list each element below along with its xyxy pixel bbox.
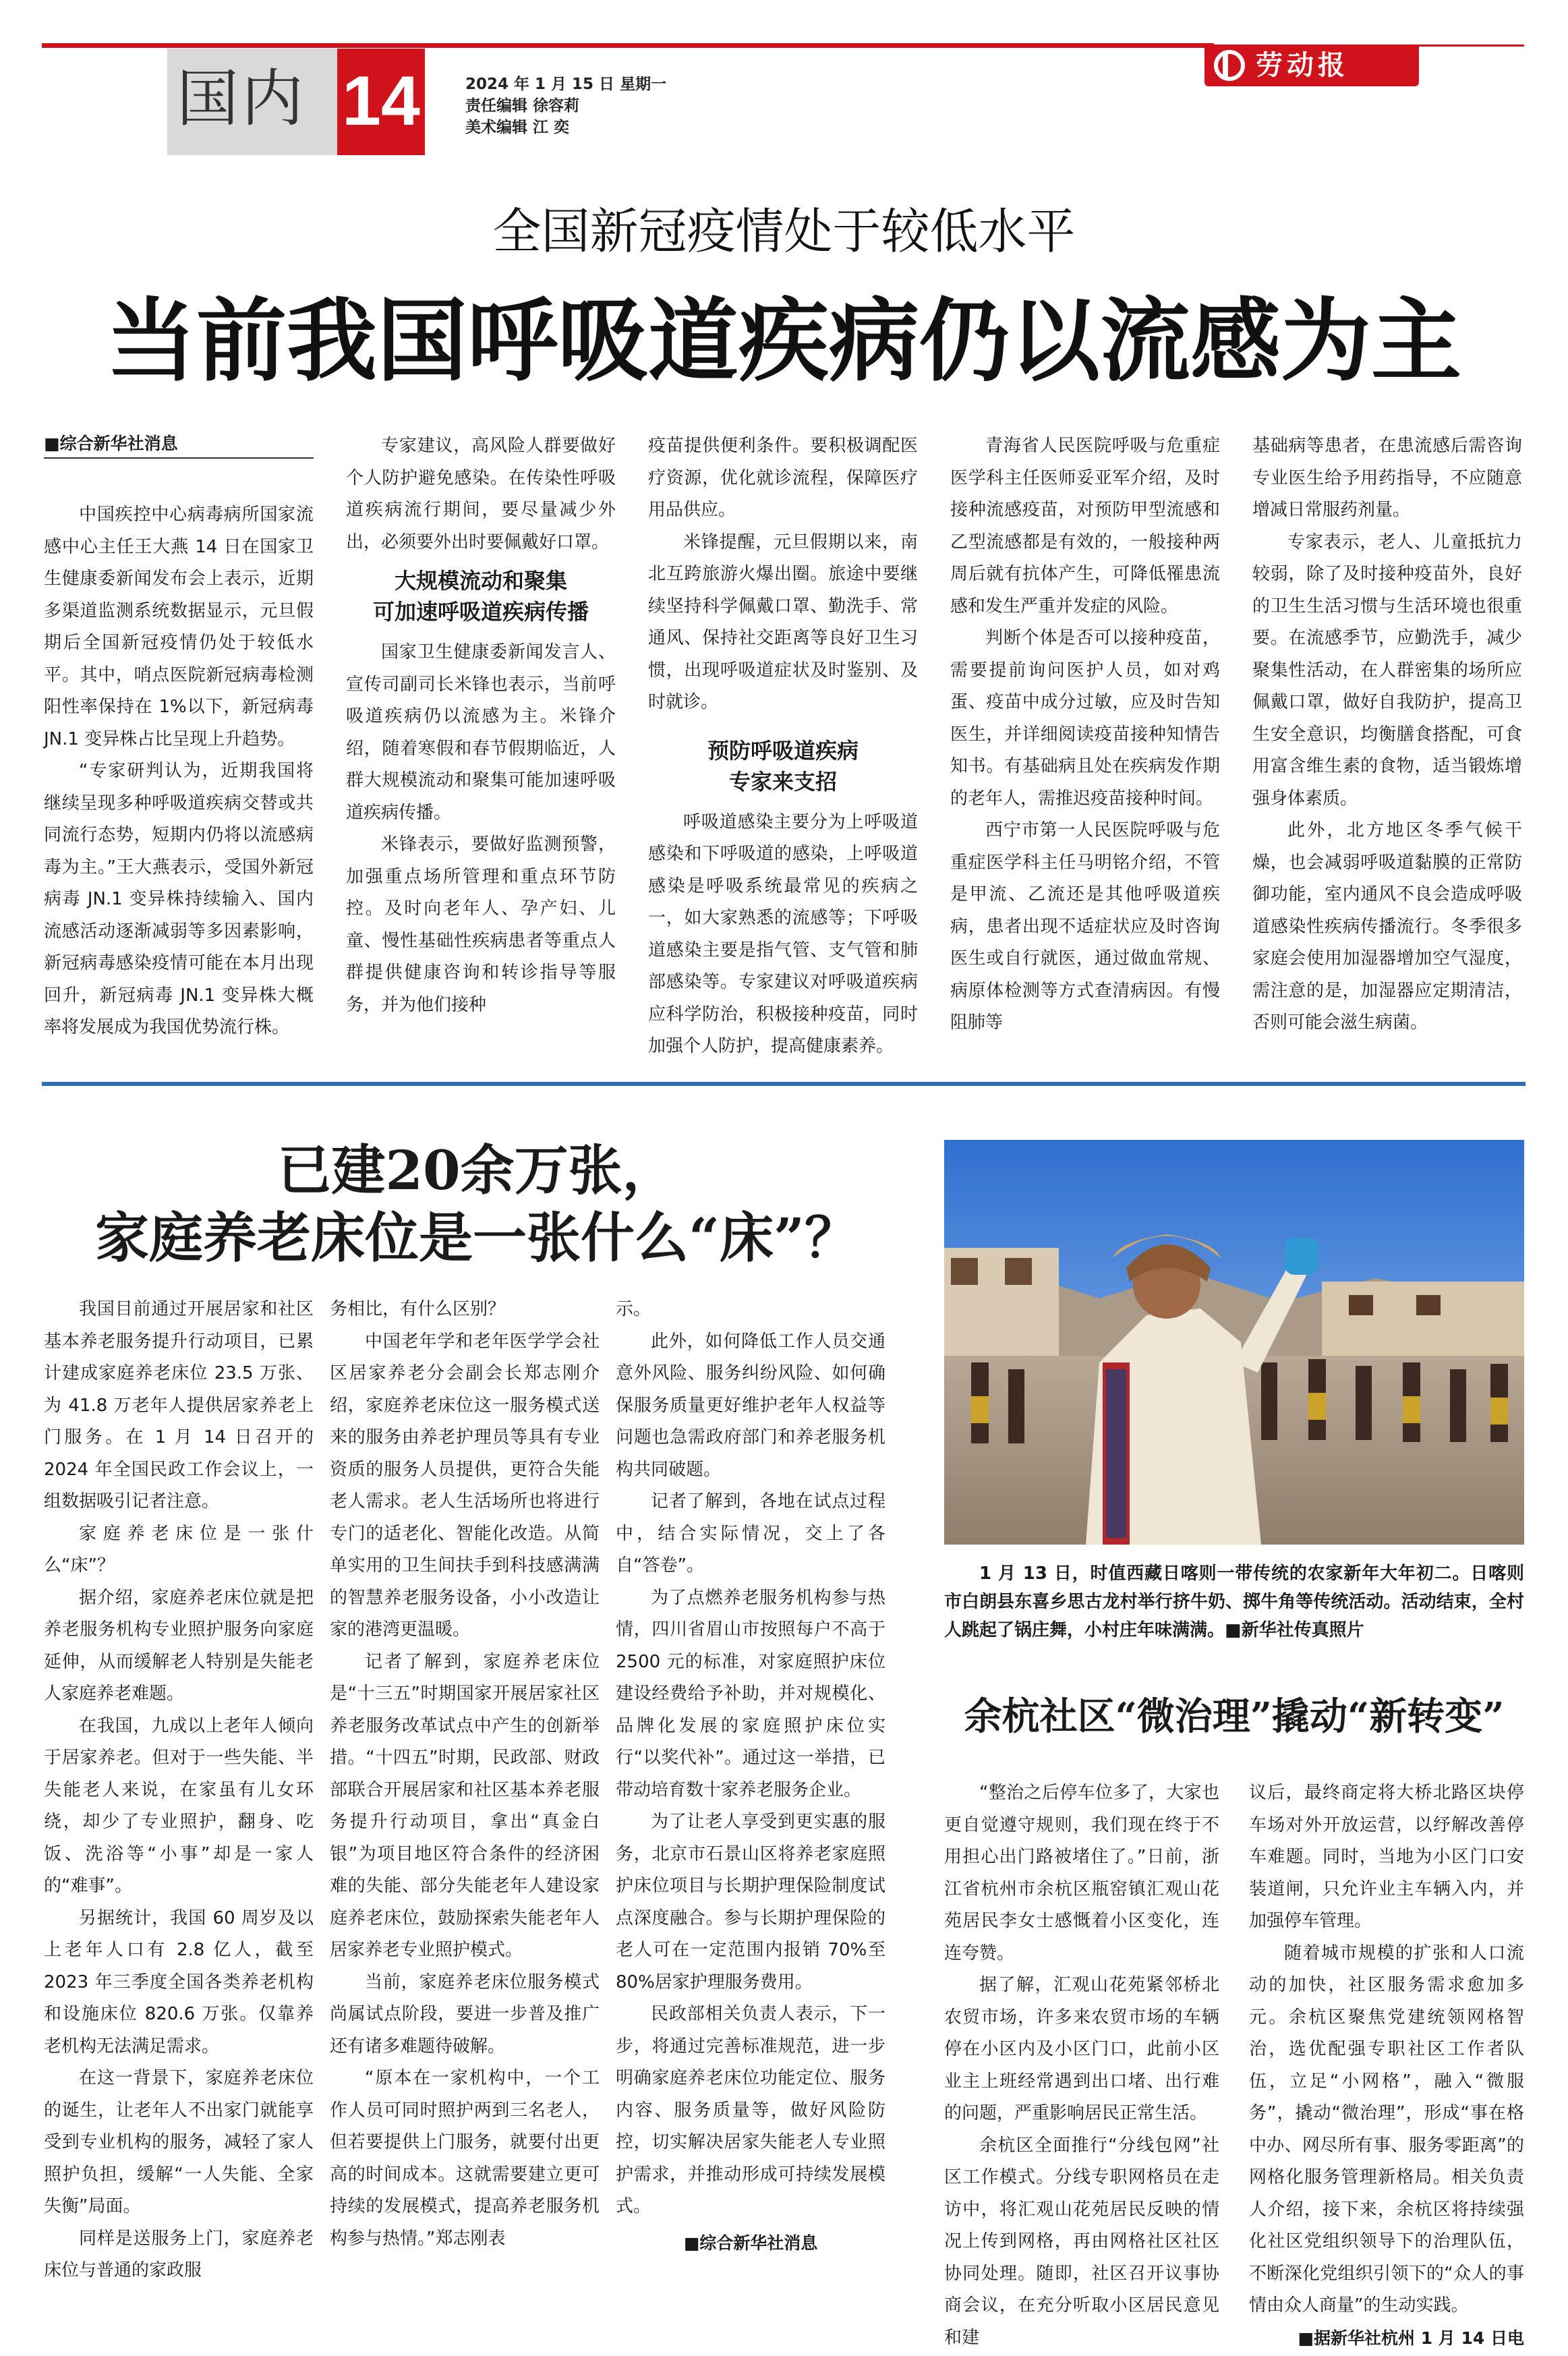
- paragraph: 余杭区全面推行“分线包网”社区工作模式。分线专职网格员在走访中，将汇观山花苑居民反映的情况上传到网格，再由网格社区社区协同处理。随即，社区召开议事协商会议，在充分听取小区居民意见和建: [944, 2135, 1219, 2348]
- article2-source: ■综合新华社消息: [683, 2233, 818, 2253]
- article1-kicker: 全国新冠疫情处于较低水平: [492, 203, 1076, 260]
- paragraph: 在这一背景下，家庭养老床位的诞生，让老年人不出家门就能享受到专业机构的服务，减轻了家人照护负担，缓解“一人失能、全家失衡”局面。: [44, 2068, 314, 2216]
- paragraph: 专家表示，老人、儿童抵抗力较弱，除了及时接种疫苗外，良好的卫生生活习惯与生活环境也很重要。在流感季节，应勤洗手，减少聚集性活动，在人群密集的场所应佩戴口罩，做好自我防护，提高卫生安全意识，均衡膳食搭配，可食用富含维生素的食物，适当锻炼增强身体素质。: [1252, 531, 1522, 809]
- responsible-editor: 责任编辑 徐容莉: [465, 97, 580, 115]
- article3-col2: [1249, 1777, 1524, 2354]
- paragraph: 示。: [616, 1299, 651, 1319]
- paragraph: 米锋表示，要做好监测预警，加强重点场所管理和重点环节防控。及时向老年人、孕产妇、儿童、慢性基础性疾病患者等重点人群提供健康咨询和转诊指导等服务，并为他们接种: [346, 834, 616, 1015]
- photo-credit: ■新华社传真照片: [1225, 1620, 1364, 1640]
- article1-col5: [1252, 430, 1522, 1039]
- brand-name: 劳动报: [1256, 49, 1349, 81]
- paragraph: 米锋提醒，元旦假期以来，南北互跨旅游火爆出圈。旅途中要继续坚持科学佩戴口罩、勤洗手、常通风、保持社交距离等良好卫生习惯，出现呼吸道症状及时鉴别、及时就诊。: [648, 531, 918, 712]
- article1-col4: [950, 430, 1220, 1039]
- header-rule: [42, 43, 1214, 48]
- paragraph: 家庭养老床位是一张什么“床”？: [44, 1523, 314, 1576]
- paragraph: 基础病等患者，在患流感后需咨询专业医生给予用药指导，不应随意增减日常服药剂量。: [1252, 436, 1522, 520]
- article1-col2: [346, 430, 616, 1021]
- paragraph: 青海省人民医院呼吸与危重症医学科主任医师妥亚军介绍，及时接种流感疫苗，对预防甲型流感和乙型流感都是有效的，一般接种两周后就有抗体产生，可降低罹患流感和发生严重并发症的风险。: [950, 436, 1220, 616]
- article2-col1: [44, 1294, 314, 2287]
- paragraph: “专家研判认为，近期我国将继续呈现多种呼吸道疾病交替或共同流行态势，短期内仍将以流感病毒为主。”王大燕表示，受国外新冠病毒 JN.1 变异株持续输入、国内流感活动逐渐减弱等多因素影响，新冠病毒感染疫情可能在本月出现回升，新冠病毒 JN.1 变异株大概率将发展成为我国优势流行株。: [44, 761, 314, 1037]
- paragraph: 同样是送服务上门，家庭养老床位与普通的家政服: [44, 2228, 314, 2280]
- paragraph: 另据统计，我国 60 周岁及以上老年人口有 2.8 亿人，截至 2023 年三季度全国各类养老机构和设施床位 820.6 万张。仅靠养老机构无法满足需求。: [44, 1907, 314, 2057]
- paragraph: “原本在一家机构中，一个工作人员可同时照护两到三名老人，但若要提供上门服务，就要付出更高的时间成本。这就需要建立更可持续的发展模式，提高养老服务机构参与热情。”郑志刚表: [330, 2068, 600, 2249]
- paragraph: 记者了解到，家庭养老床位是“十三五”时期国家开展居家社区养老服务改革试点中产生的创新举措。“十四五”时期，民政部、财政部联合开展居家和社区基本养老服务提升行动项目，拿出“真金白银”为项目地区符合条件的经济困难的失能、部分失能老年人建设家庭养老床位，鼓励探索失能老年人居家养老专业照护模式。: [330, 1651, 600, 1960]
- paragraph: 议后，最终商定将大桥北路区块停车场对外开放运营，以纾解改善停车难题。同时，当地为小区门口安装道闸，只允许业主车辆入内，并加强停车管理。: [1249, 1783, 1524, 1931]
- article1-col1: [44, 432, 314, 1044]
- page-number: 14: [342, 62, 420, 140]
- paragraph: 专家建议，高风险人群要做好个人防护避免感染。在传染性呼吸道疾病流行期间，要尽量减少外出，必须要外出时要佩戴好口罩。: [346, 436, 616, 552]
- article3-source: ■据新华社杭州 1 月 14 日电: [1298, 2328, 1524, 2348]
- paragraph: 我国目前通过开展居家和社区基本养老服务提升行动项目，已累计建成家庭养老床位 23.5 万张、为 41.8 万老年人提供居家养老上门服务。在 1 月 14 日召开的 2024 年全国民政工作会议上，一组数据吸引记者注意。: [44, 1299, 314, 1512]
- paragraph: 中国老年学和老年医学学会社区居家养老分会副会长郑志刚介绍，家庭养老床位这一服务模式送来的服务由养老护理员等具有专业资质的服务人员提供，更符合失能老人需求。老人生活场所也将进行专门的适老化、智能化改造。从简单实用的卫生间扶手到科技感满满的智慧养老服务设备，小小改造让家的港湾更温暖。: [330, 1331, 600, 1640]
- photo-caption-block: [944, 1559, 1524, 1644]
- paragraph: “整治之后停车位多了，大家也更自觉遵守规则，我们现在终于不用担心出门路被堵住了。”日前，浙江省杭州市余杭区瓶窑镇汇观山花苑居民李女士感慨着小区变化，连连夸赞。: [944, 1783, 1219, 1963]
- article1-headline: 当前我国呼吸道疾病仍以流感为主: [105, 287, 1461, 394]
- paragraph: 此外，如何降低工作人员交通意外风险、服务纠纷风险、如何确保服务质量更好维护老年人权益等问题也急需政府部门和养老服务机构共同破题。: [616, 1331, 885, 1480]
- section-divider: [42, 1082, 1526, 1086]
- art-editor: 美术编辑 江 奕: [465, 119, 570, 136]
- paragraph: 记者了解到，各地在试点过程中，结合实际情况，交上了各自“答卷”。: [616, 1491, 885, 1576]
- subheading-mobility: 大规模流动和聚集 可加速呼吸道疾病传播: [372, 568, 589, 625]
- paragraph: 当前，家庭养老床位服务模式尚属试点阶段，要进一步普及推广还有诸多难题待破解。: [330, 1972, 600, 2057]
- paragraph: 中国疾控中心病毒病所国家流感中心主任王大燕 14 日在国家卫生健康委新闻发布会上表示，近期多渠道监测系统数据显示，元旦假期后全国新冠疫情仍处于较低水平。其中，哨点医院新冠病毒检测阳性率保持在 1%以下，新冠病毒 JN.1 变异株占比呈现上升趋势。: [44, 505, 314, 749]
- paragraph: 西宁市第一人民医院呼吸与危重症医学科主任马明铭介绍，不管是甲流、乙流还是其他呼吸道疾病，患者出现不适症状应及时咨询医生或自行就医，通过做血常规、病原体检测等方式查清病因。有慢阻肺等: [950, 820, 1220, 1033]
- article1-col3: [648, 430, 918, 1063]
- photo-caption: 1 月 13 日，时值西藏日喀则一带传统的农家新年大年初二。日喀则市白朗县东喜乡思古龙村举行挤牛奶、掷牛角等传统活动。活动结束，全村人跳起了锅庄舞，小村庄年味满满。: [944, 1563, 1524, 1640]
- paragraph: 据介绍，家庭养老床位就是把养老服务机构专业照护服务向家庭延伸，从而缓解老人特别是失能老人家庭养老难题。: [44, 1587, 314, 1704]
- paragraph: 在我国，九成以上老年人倾向于居家养老。但对于一些失能、半失能老人来说，在家虽有儿女环绕，却少了专业照护，翻身、吃饭、洗浴等“小事”却是一家人的“难事”。: [44, 1715, 314, 1896]
- paragraph: 国家卫生健康委新闻发言人、宣传司副司长米锋也表示，当前呼吸道疾病仍以流感为主。米锋介绍，随着寒假和春节假期临近，人群大规模流动和聚集可能加速呼吸道疾病传播。: [346, 642, 616, 823]
- paragraph: 随着城市规模的扩张和人口流动的加快，社区服务需求愈加多元。余杭区聚焦党建统领网格智治，选优配强专职社区工作者队伍，立足“小网格”，融入“微服务”，撬动“微治理”，形成“事在格中办、网尽所有事、服务零距离”的网格化服务管理新格局。相关负责人介绍，接下来，余杭区将持续强化社区党组织领导下的治理队伍，不断深化党组织引领下的“众人的事情由众人商量”的生动实践。: [1249, 1943, 1524, 2316]
- issue-date: 2024 年 1 月 15 日 星期一: [465, 76, 667, 93]
- subheading-prevention: 预防呼吸道疾病 专家来支招: [707, 737, 859, 795]
- paragraph: 务相比，有什么区别？: [330, 1299, 506, 1319]
- news-photo: [944, 1140, 1524, 1545]
- brand-mark-icon: [1211, 47, 1248, 84]
- article1-source: ■综合新华社消息: [44, 432, 314, 459]
- paragraph: 据了解，汇观山花苑紧邻桥北农贸市场，许多来农贸市场的车辆停在小区内及小区门口，此前小区业主上班经常遇到出口堵、出行难的问题，严重影响居民正常生活。: [944, 1975, 1219, 2123]
- article2-col2: [330, 1294, 600, 2255]
- article2-headline-line2: 家庭养老床位是一张什么“床”？: [94, 1206, 859, 1269]
- paragraph: 为了点燃养老服务机构参与热情，四川省眉山市按照每户不高于 2500 元的标准，对家庭照护床位建设经费给予补助，并对规模化、品牌化发展的家庭照护床位实行“以奖代补”。通过这一举措，已带动培育数十家养老服务企业。: [616, 1587, 885, 1800]
- paragraph: 疫苗提供便利条件。要积极调配医疗资源，优化就诊流程，保障医疗用品供应。: [648, 436, 918, 520]
- paragraph: 为了让老人享受到更实惠的服务，北京市石景山区将养老家庭照护床位项目与长期护理保险制度试点深度融合。参与长期护理保险的老人可在一定范围内报销 70%至 80%居家护理服务费用。: [616, 1812, 885, 1992]
- section-title: 国内: [177, 63, 307, 135]
- paragraph: 呼吸道感染主要分为上呼吸道感染和下呼吸道的感染，上呼吸道感染是呼吸系统最常见的疾病之一，如大家熟悉的流感等；下呼吸道感染主要是指气管、支气管和肺部感染等。专家建议对呼吸道疾病应科学防治，积极接种疫苗，同时加强个人防护，提高健康素养。: [648, 811, 918, 1056]
- paragraph: 民政部相关负责人表示，下一步，将通过完善标准规范，进一步明确家庭养老床位功能定位、服务内容、服务质量等，做好风险防控，切实解决居家失能老人专业照护需求，并推动形成可持续发展模式。: [616, 2004, 885, 2216]
- article3-headline: 余杭社区“微治理”撬动“新转变”: [964, 1694, 1505, 1739]
- article3-col1: [944, 1777, 1219, 2354]
- article2-col3: [616, 1294, 885, 2259]
- article2-headline-line1: 已建20余万张，: [277, 1139, 676, 1202]
- paragraph: 判断个体是否可以接种疫苗，需要提前询问医护人员，如对鸡蛋、疫苗中成分过敏，应及时告知医生，并详细阅读疫苗接种知情告知书。有基础病且处在疾病发作期的老年人，需推迟疫苗接种时间。: [950, 628, 1220, 809]
- paragraph: 此外，北方地区冬季气候干燥，也会减弱呼吸道黏膜的正常防御功能，室内通风不良会造成呼吸道感染性疾病传播流行。冬季很多家庭会使用加湿器增加空气湿度，需注意的是，加湿器应定期清洁，否则可能会滋生病菌。: [1252, 820, 1522, 1033]
- brand-logo: [1204, 45, 1419, 86]
